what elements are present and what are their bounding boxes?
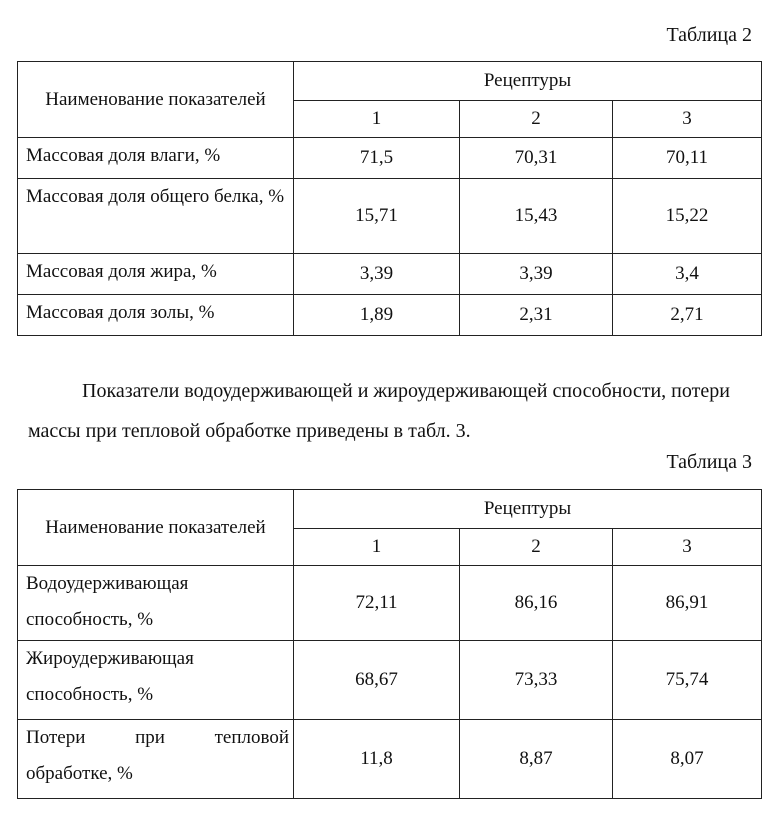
table-2-header-recipes: Рецептуры bbox=[294, 62, 762, 101]
row-label: Жироудерживающая способность, % bbox=[18, 641, 294, 720]
row-label: Потери при тепловой обработке, % bbox=[18, 720, 294, 799]
table-3-col-1: 1 bbox=[294, 529, 460, 566]
table-row bbox=[18, 138, 762, 179]
cell-value: 70,11 bbox=[613, 138, 762, 179]
row-label: Массовая доля влаги, % bbox=[18, 138, 294, 179]
table-2 bbox=[17, 61, 762, 336]
row-label: Массовая доля жира, % bbox=[18, 254, 294, 295]
cell-value: 15,71 bbox=[294, 179, 460, 254]
table-row bbox=[18, 720, 762, 799]
cell-value: 71,5 bbox=[294, 138, 460, 179]
cell-value: 86,16 bbox=[460, 566, 613, 641]
table-3-header-recipes: Рецептуры bbox=[294, 490, 762, 529]
cell-value: 2,71 bbox=[613, 295, 762, 336]
cell-value: 75,74 bbox=[613, 641, 762, 720]
row-label: Водоудерживающая способность, % bbox=[18, 566, 294, 641]
table-row bbox=[18, 295, 762, 336]
table-2-header-name: Наименование показателей bbox=[18, 62, 294, 138]
cell-value: 1,89 bbox=[294, 295, 460, 336]
table-3 bbox=[17, 489, 762, 799]
cell-value: 8,87 bbox=[460, 720, 613, 799]
cell-value: 86,91 bbox=[613, 566, 762, 641]
row-label: Массовая доля общего белка, % bbox=[18, 179, 294, 254]
table-row bbox=[18, 641, 762, 720]
table-3-col-2: 2 bbox=[460, 529, 613, 566]
table-2-col-2: 2 bbox=[460, 101, 613, 138]
table-3-col-3: 3 bbox=[613, 529, 762, 566]
cell-value: 70,31 bbox=[460, 138, 613, 179]
body-paragraph bbox=[28, 371, 758, 451]
table-3-header-name: Наименование показателей bbox=[18, 490, 294, 566]
cell-value: 3,39 bbox=[460, 254, 613, 295]
table-row bbox=[18, 179, 762, 254]
table-2-col-3: 3 bbox=[613, 101, 762, 138]
cell-value: 11,8 bbox=[294, 720, 460, 799]
table-3-caption: Таблица 3 bbox=[666, 451, 752, 473]
cell-value: 15,22 bbox=[613, 179, 762, 254]
table-row bbox=[18, 566, 762, 641]
table-2-caption: Таблица 2 bbox=[666, 24, 752, 46]
table-2-col-1: 1 bbox=[294, 101, 460, 138]
cell-value: 2,31 bbox=[460, 295, 613, 336]
cell-value: 73,33 bbox=[460, 641, 613, 720]
row-label: Массовая доля золы, % bbox=[18, 295, 294, 336]
cell-value: 68,67 bbox=[294, 641, 460, 720]
cell-value: 8,07 bbox=[613, 720, 762, 799]
paragraph-text: Показатели водоудерживающей и жироудерживающей способности, потери массы при тепловой обработке приведены в табл. 3. bbox=[28, 380, 730, 442]
table-row bbox=[18, 254, 762, 295]
cell-value: 3,4 bbox=[613, 254, 762, 295]
cell-value: 72,11 bbox=[294, 566, 460, 641]
cell-value: 15,43 bbox=[460, 179, 613, 254]
cell-value: 3,39 bbox=[294, 254, 460, 295]
